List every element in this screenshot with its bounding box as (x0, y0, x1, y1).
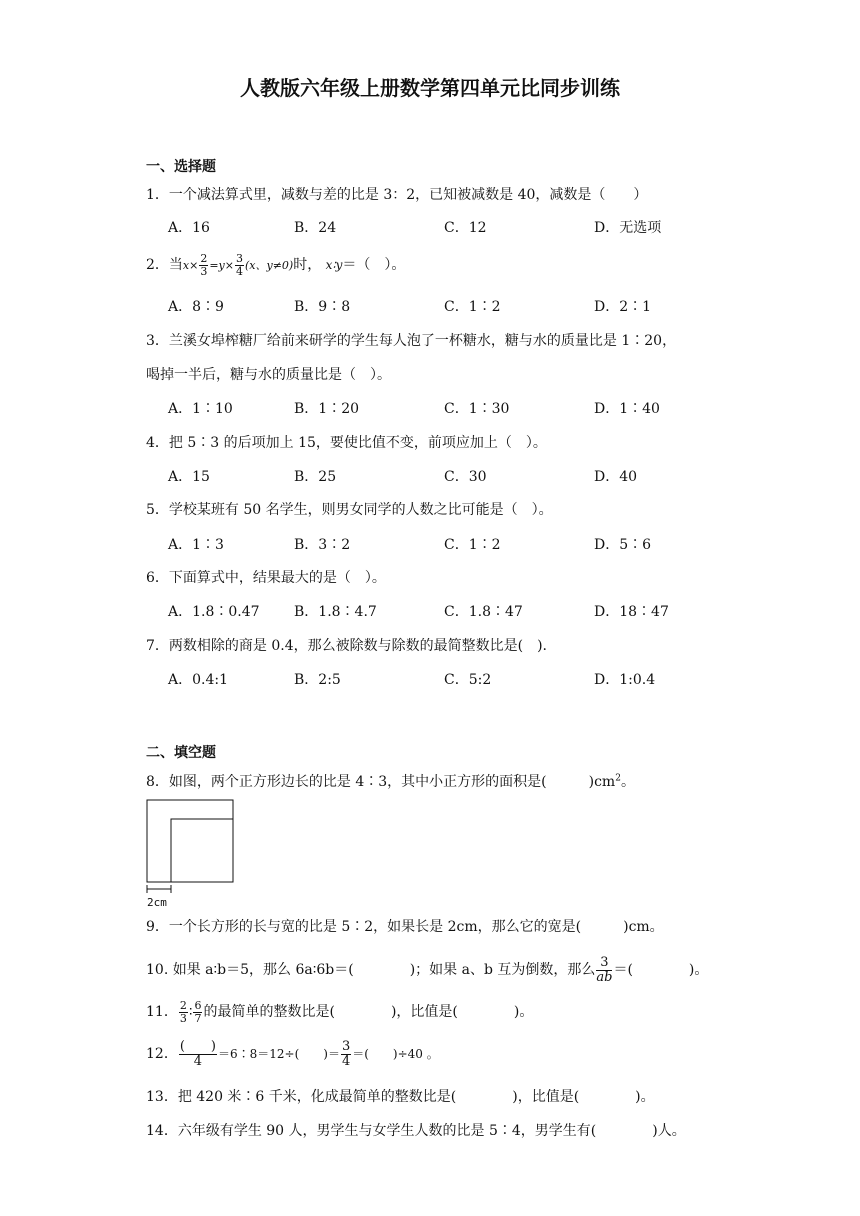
q12-frac-1-num: ( ) (179, 1039, 216, 1054)
question-12 (146, 1040, 439, 1068)
q5-option-d[interactable]: D．5∶6 (594, 537, 652, 553)
q4-option-b[interactable]: B．25 (294, 469, 337, 485)
q10-text-b: ＝( )。 (613, 962, 709, 979)
q1-option-a[interactable]: A．16 (168, 220, 210, 236)
question-2 (146, 253, 405, 277)
question-4: 4．把 5∶3 的后项加上 15，要使比值不变，前项应加上（ ）。 (146, 435, 547, 451)
q2-option-a[interactable]: A．8∶9 (168, 299, 224, 315)
q2-expr-c: (x、y≠0) (245, 259, 294, 273)
dimension-label: 2cm (147, 896, 167, 909)
section-heading-fill: 二、填空题 (146, 745, 216, 761)
q2-frac-1-num: 2 (200, 252, 208, 265)
squares-figure (145, 798, 237, 910)
q6-option-d[interactable]: D．18∶47 (594, 604, 669, 620)
q7-option-a[interactable]: A．0.4:1 (168, 672, 228, 688)
q5-option-c[interactable]: C．1∶2 (444, 537, 501, 553)
q1-option-c[interactable]: C．12 (444, 220, 487, 236)
q11-prefix: 11． (146, 1004, 178, 1021)
q8-end: 。 (620, 774, 635, 790)
q5-option-b[interactable]: B．3∶2 (294, 537, 351, 553)
q10-frac-num: 3 (596, 956, 612, 971)
q6-option-b[interactable]: B．1.8∶4.7 (294, 604, 377, 620)
q10-frac-den: ab (596, 969, 613, 985)
q2-option-b[interactable]: B．9∶8 (294, 299, 351, 315)
question-14: 14．六年级有学生 90 人，男学生与女学生人数的比是 5∶4，男学生有( )人。 (146, 1123, 686, 1139)
question-9: 9．一个长方形的长与宽的比是 5∶2，如果长是 2cm，那么它的宽是( )cm。 (146, 919, 664, 935)
q12-frac-2-den: 4 (341, 1053, 351, 1069)
q7-option-b[interactable]: B．2:5 (294, 672, 341, 688)
question-1: 1．一个减法算式里，减数与差的比是 3：2，已知被减数是 40，减数是（ ） (146, 187, 648, 203)
q4-option-d[interactable]: D．40 (594, 469, 638, 485)
q12-frac-2-num: 3 (341, 1039, 351, 1054)
q1-option-b[interactable]: B．24 (294, 220, 337, 236)
question-3-line-2: 喝掉一半后，糖与水的质量比是（ ）。 (146, 367, 391, 383)
q8-text: 8．如图，两个正方形边长的比是 4∶3，其中小正方形的面积是( )cm (146, 774, 616, 790)
q2-expr-b: =y× (209, 259, 234, 273)
q2-frac-1-den: 3 (200, 264, 208, 278)
q2-mid: 时， (293, 257, 322, 274)
q11-colon: ∶ (188, 1004, 193, 1021)
q11-frac-2-num: 6 (194, 999, 202, 1012)
page-title: 人教版六年级上册数学第四单元比同步训练 (240, 76, 620, 100)
question-8 (146, 775, 635, 789)
question-11 (146, 1000, 533, 1024)
question-3-line-1: 3．兰溪女埠榨糖厂给前来研学的学生每人泡了一杯糖水，糖与水的质量比是 1∶20， (146, 333, 677, 349)
q11-frac-2-den: 7 (194, 1011, 202, 1025)
q1-option-d[interactable]: D．无选项 (594, 220, 662, 236)
q5-option-a[interactable]: A．1∶3 (168, 537, 224, 553)
q12-frac-1-den: 4 (193, 1053, 203, 1069)
q11-frac-1-num: 2 (179, 999, 187, 1012)
q3-option-c[interactable]: C．1∶30 (444, 401, 510, 417)
q7-option-c[interactable]: C．5:2 (444, 672, 492, 688)
q11-frac-1-den: 3 (179, 1011, 187, 1025)
q2-option-d[interactable]: D．2∶1 (594, 299, 652, 315)
q12-prefix: 12． (146, 1046, 178, 1063)
q12-frac-1 (179, 1040, 217, 1068)
q6-option-a[interactable]: A．1.8∶0.47 (168, 604, 260, 620)
question-7: 7．两数相除的商是 0.4，那么被除数与除数的最简整数比是( ). (146, 638, 547, 654)
q2-prefix: 2．当 (146, 257, 183, 274)
question-13: 13．把 420 米∶6 千米，化成最简单的整数比是( )，比值是( )。 (146, 1089, 655, 1105)
question-5: 5．学校某班有 50 名学生，则男女同学的人数之比可能是（ ）。 (146, 502, 553, 518)
q2-frac-2-den: 4 (236, 264, 243, 278)
q10-fraction (596, 956, 612, 984)
q4-option-c[interactable]: C．30 (444, 469, 487, 485)
q3-option-a[interactable]: A．1∶10 (168, 401, 233, 417)
q11-frac-1 (179, 1000, 188, 1024)
large-square (147, 800, 233, 882)
q6-option-c[interactable]: C．1.8∶47 (444, 604, 523, 620)
q12-suffix: ＝( )÷40 。 (352, 1047, 439, 1062)
q2-suffix: ＝（ ）。 (342, 257, 406, 274)
q10-text-a: 10. 如果 a∶b＝5，那么 6a∶6b＝( )；如果 a、b 互为倒数，那么 (146, 962, 596, 979)
q2-ratio: x∶y (325, 258, 343, 273)
question-10 (146, 956, 708, 984)
q2-frac-2 (235, 253, 244, 277)
q3-option-b[interactable]: B．1∶20 (294, 401, 360, 417)
q2-frac-2-num: 3 (236, 252, 243, 265)
q2-option-c[interactable]: C．1∶2 (444, 299, 501, 315)
q3-option-d[interactable]: D．1∶40 (594, 401, 660, 417)
q8-superscript: 2 (615, 773, 621, 784)
small-square (171, 819, 233, 882)
q7-option-d[interactable]: D．1:0.4 (594, 672, 656, 688)
q2-expr-a: x× (182, 259, 199, 273)
q11-suffix: 的最简单的整数比是( )，比值是( )。 (203, 1004, 534, 1021)
q12-frac-2 (341, 1040, 351, 1068)
section-heading-choice: 一、选择题 (146, 159, 216, 175)
q4-option-a[interactable]: A．15 (168, 469, 210, 485)
q12-mid: ＝6∶8＝12÷( )＝ (217, 1047, 340, 1062)
question-6: 6．下面算式中，结果最大的是（ ）。 (146, 570, 386, 586)
q2-frac-1 (199, 253, 208, 277)
q11-frac-2 (193, 1000, 202, 1024)
